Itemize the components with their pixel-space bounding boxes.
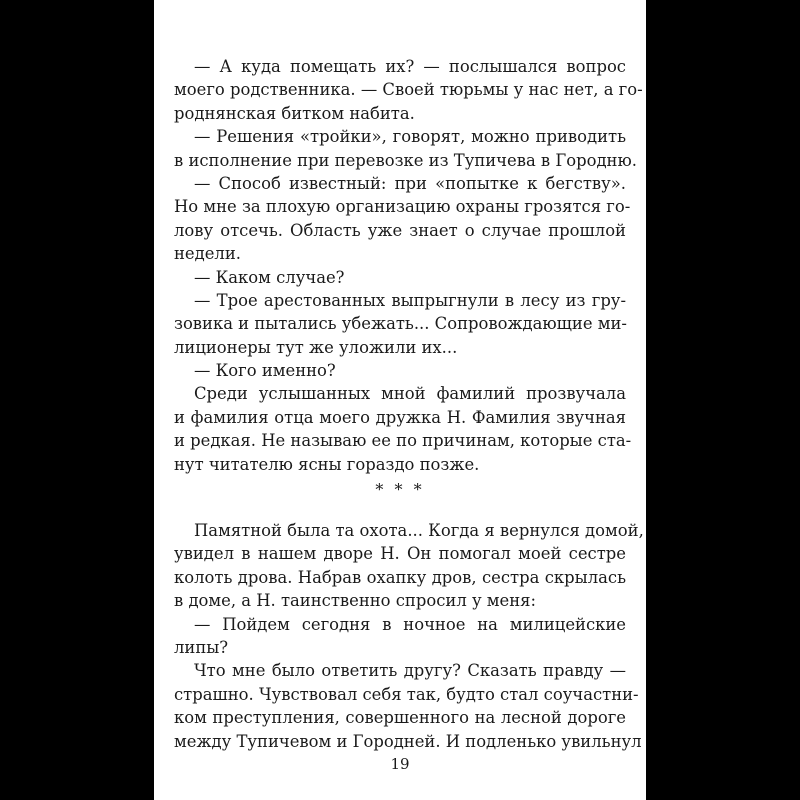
text-line: — Каком случае? bbox=[194, 267, 345, 287]
text-line: — Способ известный: при «попытке к бегству». bbox=[194, 173, 626, 193]
text-line: в исполнение при перевозке из Тупичева в Городню. bbox=[174, 150, 637, 170]
text-line: — Трое арестованных выпрыгнули в лесу из гру- bbox=[194, 290, 626, 310]
scan-border-left bbox=[0, 0, 154, 800]
text-line: — А куда помещать их? — послышался вопрос bbox=[194, 57, 626, 76]
text-line: нут читателю ясны гораздо позже. bbox=[174, 454, 480, 474]
text-line: моего родственника. — Своей тюрьмы у нас нет, а го- bbox=[174, 80, 643, 100]
text-line: роднянская битком набита. bbox=[174, 103, 415, 123]
section-separator: * * * bbox=[375, 480, 425, 499]
text-block-narrative bbox=[174, 519, 644, 753]
page-number: 19 bbox=[390, 755, 410, 773]
text-line: и фамилия отца моего дружка Н. Фамилия звучная bbox=[174, 407, 626, 427]
text-block-dialogue bbox=[174, 55, 643, 476]
text-line: в доме, а Н. таинственно спросил у меня: bbox=[174, 591, 537, 611]
text-line: увидел в нашем дворе Н. Он помогал моей сестре bbox=[174, 544, 626, 564]
book-page bbox=[154, 0, 646, 800]
text-line: Но мне за плохую организацию охраны грозятся го- bbox=[174, 197, 631, 217]
text-line: — Пойдем сегодня в ночное на милицейские bbox=[194, 614, 626, 634]
scan-border-right bbox=[646, 0, 800, 800]
text-line: зовика и пытались убежать... Сопровождающие ми- bbox=[174, 314, 627, 334]
text-line: ком преступления, совершенного на лесной дороге bbox=[174, 708, 626, 728]
text-line: Памятной была та охота... Когда я вернулся домой, bbox=[194, 521, 644, 540]
text-line: — Кого именно? bbox=[194, 361, 336, 381]
text-line: лову отсечь. Область уже знает о случае прошлой bbox=[174, 220, 626, 240]
text-line: колоть дрова. Набрав охапку дров, сестра скрылась bbox=[174, 567, 626, 587]
text-line: — Решения «тройки», говорят, можно приводить bbox=[194, 127, 626, 147]
text-line: страшно. Чувствовал себя так, будто стал соучастни- bbox=[174, 684, 639, 704]
text-line: Среди услышанных мной фамилий прозвучала bbox=[194, 384, 626, 404]
text-line: липы? bbox=[174, 637, 229, 657]
text-line: Что мне было ответить другу? Сказать правду — bbox=[194, 661, 626, 681]
text-line: недели. bbox=[174, 244, 241, 264]
text-line: между Тупичевом и Городней. И подленько увильнул bbox=[174, 731, 642, 751]
text-line: лиционеры тут же уложили их... bbox=[174, 337, 458, 357]
text-line: и редкая. Не называю ее по причинам, которые ста- bbox=[174, 431, 632, 451]
